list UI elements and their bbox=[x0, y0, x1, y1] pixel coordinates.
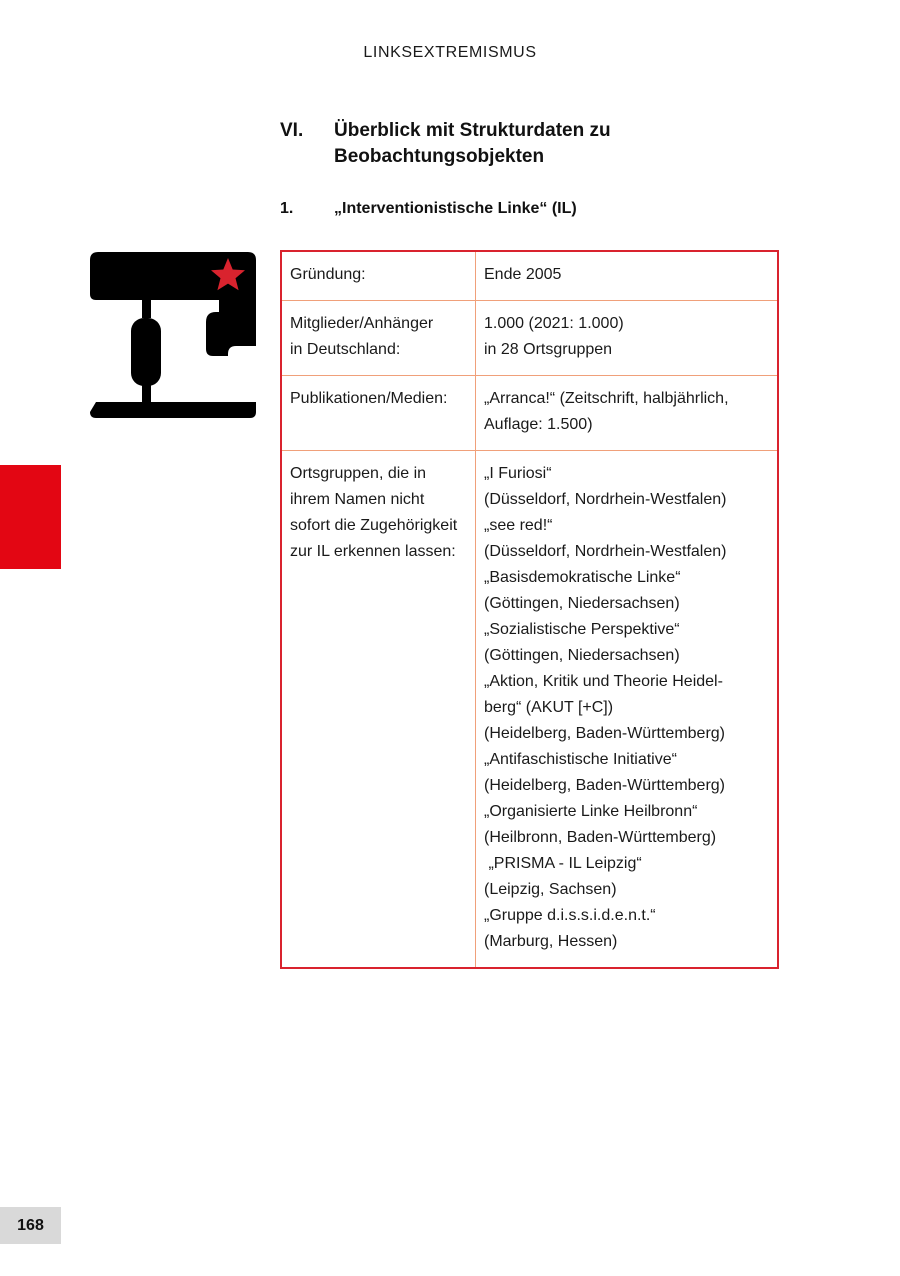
value-line: Auflage: 1.500) bbox=[484, 416, 593, 433]
value-line: Ende 2005 bbox=[484, 266, 562, 283]
value-line: in 28 Ortsgruppen bbox=[484, 341, 613, 358]
row-value bbox=[476, 376, 777, 450]
subsection-number: 1. bbox=[280, 200, 294, 217]
value-line: (Düsseldorf, Nordrhein-Westfalen) bbox=[484, 491, 727, 508]
value-line: „Gruppe d.i.s.s.i.d.e.n.t.“ bbox=[484, 907, 656, 924]
label-line: sofort die Zugehörigkeit bbox=[290, 517, 458, 534]
value-line: „I Furiosi“ bbox=[484, 465, 552, 482]
value-line: „Arranca!“ (Zeitschrift, halbjährlich, bbox=[484, 390, 729, 407]
table-row bbox=[282, 375, 777, 450]
row-label bbox=[282, 252, 476, 300]
value-line: berg“ (AKUT [+C]) bbox=[484, 699, 614, 716]
table-row bbox=[282, 252, 777, 300]
logo-left-stem-bottom bbox=[142, 384, 151, 404]
subsection-title: „Interventionistische Linke“ (IL) bbox=[334, 200, 577, 217]
value-line: (Heidelberg, Baden-Württemberg) bbox=[484, 777, 725, 794]
il-logo-icon bbox=[88, 250, 258, 420]
section-title-line: Überblick mit Strukturdaten zu bbox=[334, 120, 611, 141]
value-line: „Organisierte Linke Heilbronn“ bbox=[484, 803, 698, 820]
label-line: Publikationen/Medien: bbox=[290, 390, 448, 407]
row-label bbox=[282, 301, 476, 375]
logo-left-capsule bbox=[131, 318, 161, 386]
row-label bbox=[282, 376, 476, 450]
running-head: LINKSEXTREMISMUS bbox=[363, 44, 537, 61]
logo-bottom-bar bbox=[90, 402, 256, 418]
row-value bbox=[476, 301, 777, 375]
label-line: Gründung: bbox=[290, 266, 366, 283]
value-line: (Düsseldorf, Nordrhein-Westfalen) bbox=[484, 543, 727, 560]
chapter-tab bbox=[0, 465, 61, 569]
structure-data-table bbox=[280, 250, 779, 969]
value-line: (Heidelberg, Baden-Württemberg) bbox=[484, 725, 725, 742]
label-line: in Deutschland: bbox=[290, 341, 401, 358]
section-title-line: Beobachtungsobjekten bbox=[334, 146, 545, 167]
value-line: „see red!“ bbox=[484, 517, 553, 534]
row-value bbox=[476, 252, 777, 300]
label-line: Ortsgruppen, die in bbox=[290, 465, 427, 482]
value-line: (Heilbronn, Baden-Württemberg) bbox=[484, 829, 717, 846]
page-number: 168 bbox=[0, 1207, 61, 1244]
table-row bbox=[282, 450, 777, 967]
row-value bbox=[476, 451, 777, 967]
label-line: ihrem Namen nicht bbox=[290, 491, 425, 508]
row-label bbox=[282, 451, 476, 967]
value-line: (Göttingen, Niedersachsen) bbox=[484, 647, 680, 664]
logo-left-stem bbox=[142, 298, 151, 318]
label-line: Mitglieder/Anhänger bbox=[290, 315, 434, 332]
value-line: (Leipzig, Sachsen) bbox=[484, 881, 617, 898]
value-line: (Marburg, Hessen) bbox=[484, 933, 618, 950]
value-line: (Göttingen, Niedersachsen) bbox=[484, 595, 680, 612]
section-title bbox=[334, 118, 794, 170]
value-line: „PRISMA - IL Leipzig“ bbox=[484, 855, 642, 872]
value-line: „Aktion, Kritik und Theorie Heidel- bbox=[484, 673, 723, 690]
label-line: zur IL erkennen lassen: bbox=[290, 543, 456, 560]
table-row bbox=[282, 300, 777, 375]
value-line: „Sozialistische Perspektive“ bbox=[484, 621, 680, 638]
value-line: „Basisdemokratische Linke“ bbox=[484, 569, 681, 586]
value-line: 1.000 (2021: 1.000) bbox=[484, 315, 624, 332]
section-number: VI. bbox=[280, 120, 304, 141]
value-line: „Antifaschistische Initiative“ bbox=[484, 751, 677, 768]
